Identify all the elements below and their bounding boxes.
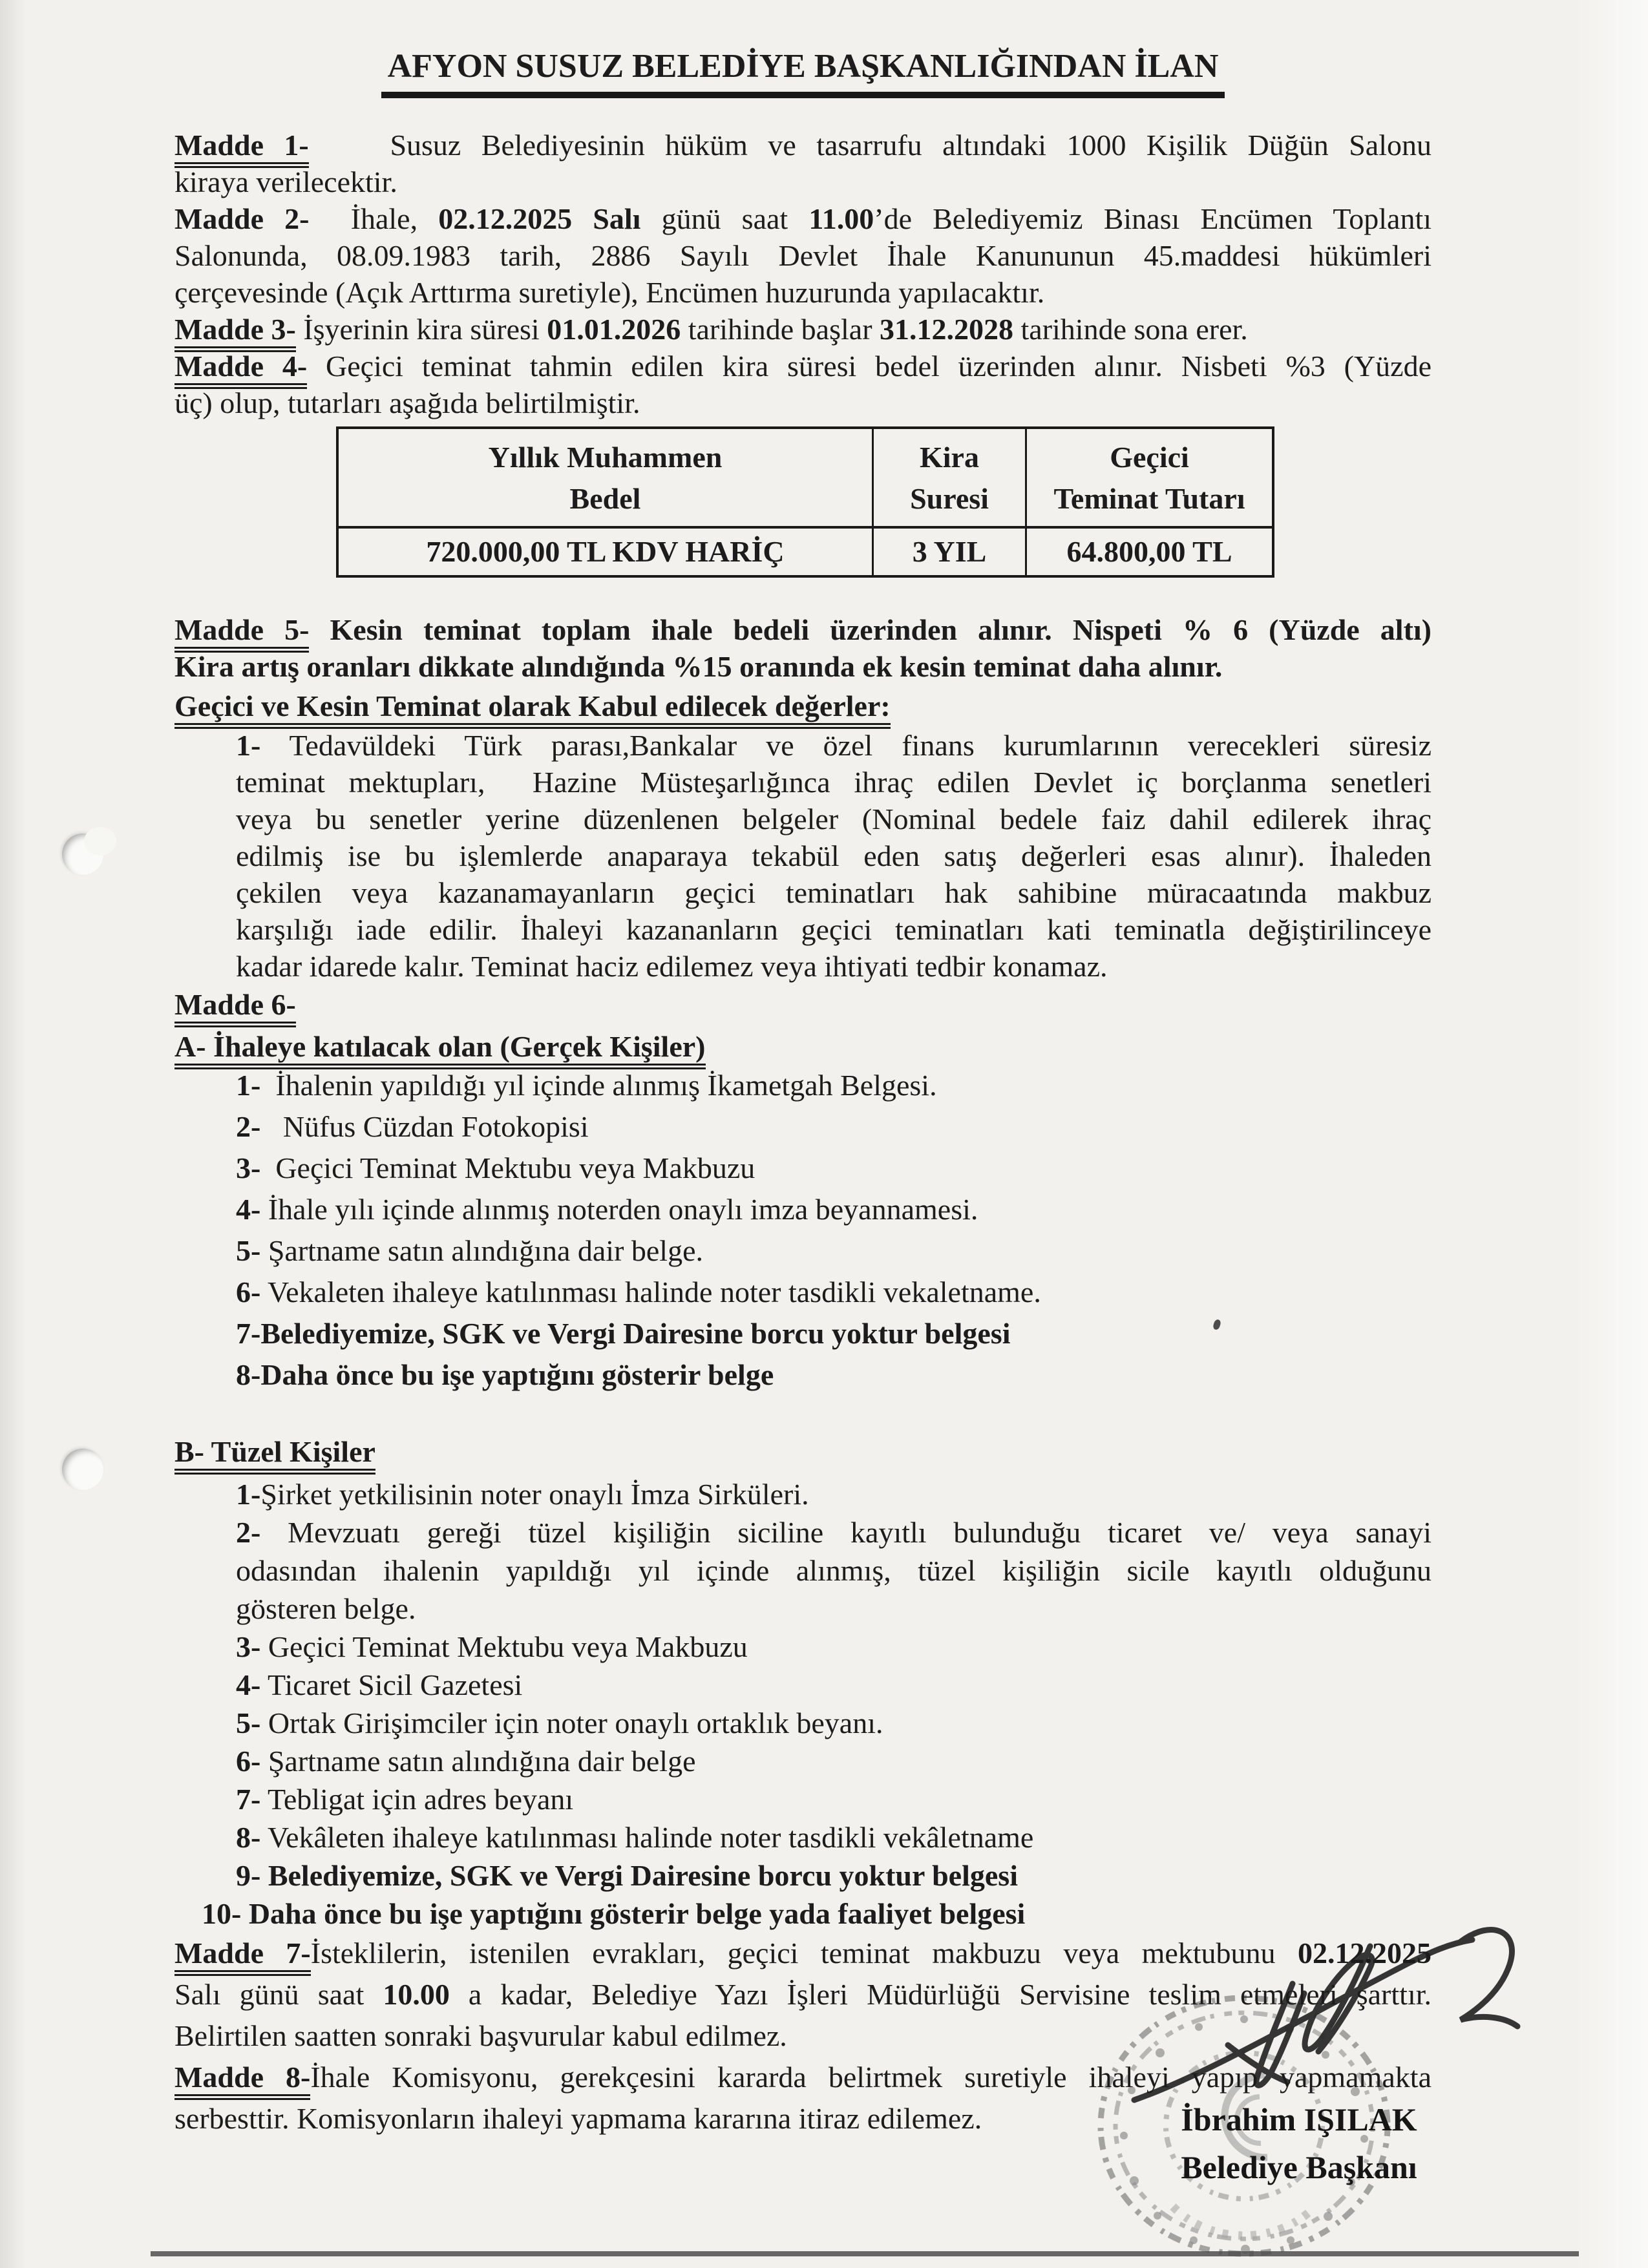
text-line — [174, 1704, 1431, 1742]
text-run: 31.12.2028 — [880, 313, 1014, 346]
punch-hole-top — [62, 834, 103, 875]
signatory-title: Belediye Başkanı — [1181, 2149, 1417, 2185]
text-run: a kadar, Belediye Yazı İşleri Müdürlüğü Servisine teslim etmeleri şarttır. — [449, 1978, 1432, 2011]
text-line — [174, 1189, 1431, 1230]
text-run: günü saat — [640, 202, 809, 235]
text-run: Geçici Teminat Mektubu veya Makbuzu — [260, 1630, 748, 1663]
text-line — [174, 1313, 1431, 1354]
madde-6 — [174, 986, 1431, 1023]
text-line — [174, 348, 1431, 384]
text-run: gösteren belge. — [236, 1592, 416, 1625]
text-line — [174, 163, 1431, 200]
text-run: İhale, — [309, 202, 439, 235]
list-b — [174, 1475, 1431, 1933]
punch-hole-bottom — [62, 1449, 103, 1490]
text-run: Geçici Teminat Mektubu veya Makbuzu — [260, 1151, 755, 1184]
text-run: 1- — [236, 729, 261, 762]
text-line — [174, 274, 1431, 311]
text-run: 10.00 — [383, 1978, 450, 2011]
table-header-line: Teminat Tutarı — [1053, 482, 1245, 515]
rates-table — [336, 426, 1274, 578]
text-line — [174, 648, 1431, 685]
text-run: edilmiş ise bu işlemlerde anaparaya tekabül eden satış değerleri esas alınır). İhaleden — [236, 839, 1431, 872]
text-run: Vekâleten ihaleye katılınması halinde noter tasdikli vekâletname — [260, 1821, 1034, 1854]
text-line — [174, 237, 1431, 274]
teminat-heading — [174, 688, 1431, 724]
text-line — [174, 727, 1431, 764]
text-run: Mevzuatı gereği tüzel kişiliğin siciline kayıtlı bulunduğu ticaret ve/ veya sanayi — [260, 1516, 1431, 1549]
text-line — [174, 1974, 1431, 2015]
text-line — [174, 1230, 1431, 1272]
text-line — [174, 1106, 1431, 1148]
text-run: Geçici teminat tahmin edilen kira süresi bedel üzerinden alınır. Nisbeti %3 (Yüzde — [307, 350, 1432, 383]
text-run: ’de Belediyemiz Binası Encümen Toplantı — [874, 202, 1432, 235]
madde-3 — [174, 311, 1431, 348]
madde-1 — [174, 127, 1431, 200]
text-run: 1- — [236, 1069, 261, 1102]
text-line — [174, 1551, 1431, 1590]
text-run: 2- — [236, 1516, 261, 1549]
text-run: İsteklilerin, istenilen evrakları, geçici teminat makbuzu veya mektubunu — [310, 1937, 1298, 1969]
text-run: Madde 6- — [174, 988, 296, 1027]
text-run: Madde 4- — [174, 350, 307, 389]
text-run: Madde 1- — [174, 129, 309, 168]
text-line — [174, 1354, 1431, 1396]
text-run: tarihinde sona erer. — [1013, 313, 1248, 346]
text-line — [174, 1028, 1431, 1065]
gap-a-b — [174, 1396, 1431, 1433]
text-run: kiraya verilecektir. — [174, 165, 397, 198]
text-run: veya bu senetler yerine düzenlenen belgeler (Nominal bedele faiz dahil edilerek ihraç — [236, 803, 1431, 835]
table-header-cell — [339, 429, 872, 526]
text-run: 7- — [236, 1783, 261, 1816]
text-line — [174, 1148, 1431, 1189]
text-run: 11.00 — [808, 202, 874, 235]
text-run: Belirtilen saatten sonraki başvurular kabul edilmez. — [174, 2019, 787, 2052]
table-data-row — [339, 529, 1272, 575]
text-run: 6- — [236, 1745, 261, 1778]
text-line — [174, 2057, 1431, 2098]
text-run: teminat mektupları, Hazine Müsteşarlığınca ihraç edilen Devlet iç borçlanma senetleri — [236, 766, 1431, 799]
text-run: İhale Komisyonu, gerekçesini kararda belirtmek suretiyle ihaleyi yapıp yapmamakta — [310, 2061, 1431, 2094]
text-line — [174, 1590, 1431, 1628]
text-line — [174, 801, 1431, 837]
heading-b — [174, 1433, 1431, 1470]
text-run: 2- — [236, 1110, 261, 1143]
table-header-line: Suresi — [910, 482, 989, 515]
text-run: Madde 5- — [174, 613, 309, 653]
text-line — [174, 1742, 1431, 1780]
table-header-cell — [1027, 429, 1272, 526]
text-line — [174, 1666, 1431, 1704]
text-run: tarihinde başlar — [681, 313, 880, 346]
table-cell: 720.000,00 TL KDV HARİÇ — [426, 535, 785, 568]
text-run: Şartname satın alındığına dair belge — [260, 1745, 696, 1778]
text-run: Madde 7- — [174, 1937, 311, 1976]
text-run: Salı günü saat — [174, 1978, 383, 2011]
text-line — [174, 127, 1431, 163]
text-line — [174, 1856, 1431, 1895]
text-run: kadar idarede kalır. Teminat haciz edilemez veya ihtiyati tedbir konamaz. — [236, 950, 1108, 983]
paper-edge-left — [0, 0, 26, 2268]
text-run: 5- — [236, 1234, 261, 1267]
body-before-table — [174, 127, 1431, 421]
text-run: 02.12.2025 — [1298, 1937, 1431, 1969]
text-line — [174, 911, 1431, 948]
text-run: çekilen veya kazanamayanların geçici teminatları hak sahibine müracaatında makbuz — [236, 876, 1431, 909]
text-run: 8- — [236, 1821, 261, 1854]
text-line — [174, 384, 1431, 421]
text-run: 1- — [236, 1478, 261, 1511]
text-run: 3- — [236, 1151, 261, 1184]
text-line — [174, 948, 1431, 985]
madde-5 — [174, 611, 1431, 685]
text-run: Ticaret Sicil Gazetesi — [260, 1668, 523, 1701]
text-run: 8-Daha önce bu işe yaptığını gösterir belge — [236, 1358, 774, 1391]
text-run: Şirket yetkilisinin noter onaylı İmza Sirküleri. — [260, 1478, 809, 1511]
text-run: üç) olup, tutarları aşağıda belirtilmiştir. — [174, 386, 640, 419]
body-after-table — [174, 611, 1431, 2139]
text-line — [174, 874, 1431, 911]
table-header-line: Yıllık Muhammen — [488, 441, 723, 474]
table-header-line: Bedel — [569, 482, 641, 515]
text-line — [174, 611, 1431, 648]
text-line — [174, 1895, 1431, 1933]
text-line — [174, 200, 1431, 237]
text-run: Madde 8- — [174, 2061, 310, 2100]
text-line — [174, 837, 1431, 874]
table-header-line: Geçici — [1110, 441, 1189, 474]
list-a — [174, 1065, 1431, 1396]
text-line — [174, 986, 1431, 1023]
table-header-line: Kira — [920, 441, 979, 474]
text-line — [174, 1513, 1431, 1551]
teminat-item-1 — [174, 727, 1431, 985]
table-cell: 64.800,00 TL — [1066, 535, 1232, 568]
text-run: Nüfus Cüzdan Fotokopisi — [260, 1110, 589, 1143]
text-line — [174, 1065, 1431, 1106]
text-run: Tebligat için adres beyanı — [260, 1783, 574, 1816]
text-line — [174, 1780, 1431, 1818]
text-run: Ortak Girişimciler için noter onaylı ortaklık beyanı. — [260, 1706, 883, 1739]
table-cell: 3 YIL — [872, 529, 1027, 575]
signatory-name: İbrahim IŞILAK — [1181, 2101, 1417, 2137]
heading-a — [174, 1028, 1431, 1065]
text-line — [174, 688, 1431, 724]
text-run: Madde 3- — [174, 313, 296, 352]
text-run: 10- Daha önce bu işe yaptığını gösterir belge yada faaliyet belgesi — [202, 1897, 1026, 1930]
text-run: 3- — [236, 1630, 261, 1663]
text-run: Vekaleten ihaleye katılınması halinde noter tasdikli vekaletname. — [260, 1276, 1041, 1308]
text-line — [174, 2015, 1431, 2057]
table-header-row — [339, 429, 1272, 529]
text-run: B- Tüzel Kişiler — [174, 1435, 375, 1475]
text-run: Kesin teminat toplam ihale bedeli üzerinden alınır. Nispeti % 6 (Yüzde altı) — [309, 613, 1431, 646]
text-run: Salonunda, 08.09.1983 tarih, 2886 Sayılı Devlet İhale Kanununun 45.maddesi hükümleri — [174, 239, 1431, 272]
text-run: Şartname satın alındığına dair belge. — [260, 1234, 704, 1267]
text-run: Tedavüldeki Türk parası,Bankalar ve özel finans kurumlarının verecekleri süresiz — [260, 729, 1431, 762]
text-line — [174, 1475, 1431, 1513]
text-run: 01.01.2026 — [547, 313, 681, 346]
text-line — [174, 311, 1431, 348]
text-line — [174, 764, 1431, 801]
text-line — [174, 1933, 1431, 1974]
text-run: serbesttir. Komisyonların ihaleyi yapmama kararına itiraz edilemez. — [174, 2102, 982, 2135]
text-run: çerçevesinde (Açık Arttırma suretiyle), Encümen huzurunda yapılacaktır. — [174, 276, 1045, 309]
madde-7 — [174, 1933, 1431, 2057]
text-run: karşılığı iade edilir. İhaleyi kazananların geçici teminatları kati teminatla değiştirilinceye — [236, 913, 1431, 946]
madde-2 — [174, 200, 1431, 311]
text-run: 4- — [236, 1193, 261, 1226]
text-run: odasından ihalenin yapıldığı yıl içinde alınmış, tüzel kişiliğin sicile kayıtlı olduğunu — [236, 1554, 1431, 1587]
text-run: 9- Belediyemize, SGK ve Vergi Dairesine borcu yoktur belgesi — [236, 1859, 1018, 1892]
text-run: İşyerinin kira süresi — [295, 313, 547, 346]
text-run: Geçici ve Kesin Teminat olarak Kabul edilecek değerler: — [174, 689, 891, 729]
text-run: İhale yılı içinde alınmış noterden onaylı imza beyannamesi. — [260, 1193, 978, 1226]
text-run: 5- — [236, 1706, 261, 1739]
signature-block — [1099, 2095, 1499, 2191]
text-line — [174, 1272, 1431, 1313]
text-line — [174, 1433, 1431, 1470]
scan-bottom-line — [151, 2251, 1579, 2256]
title-wrap — [174, 47, 1431, 98]
text-line — [174, 1628, 1431, 1666]
text-run: 6- — [236, 1276, 261, 1308]
text-run: 4- — [236, 1668, 261, 1701]
document-title: AFYON SUSUZ BELEDİYE BAŞKANLIĞINDAN İLAN — [381, 47, 1225, 98]
text-line — [174, 1818, 1431, 1856]
madde-4 — [174, 348, 1431, 421]
text-run: Kira artış oranları dikkate alındığında %15 oranında ek kesin teminat daha alınır. — [174, 650, 1223, 683]
table-header-cell — [872, 429, 1027, 526]
text-run: A- İhaleye katılacak olan (Gerçek Kişiler) — [174, 1030, 706, 1069]
text-run: Madde 2- — [174, 202, 310, 235]
text-run: 7-Belediyemize, SGK ve Vergi Dairesine borcu yoktur belgesi — [236, 1317, 1011, 1350]
text-run: Susuz Belediyesinin hüküm ve tasarrufu altındaki 1000 Kişilik Düğün Salonu — [308, 129, 1431, 162]
text-run: İhalenin yapıldığı yıl içinde alınmış İkametgah Belgesi. — [260, 1069, 937, 1102]
text-run: 02.12.2025 Salı — [438, 202, 641, 235]
